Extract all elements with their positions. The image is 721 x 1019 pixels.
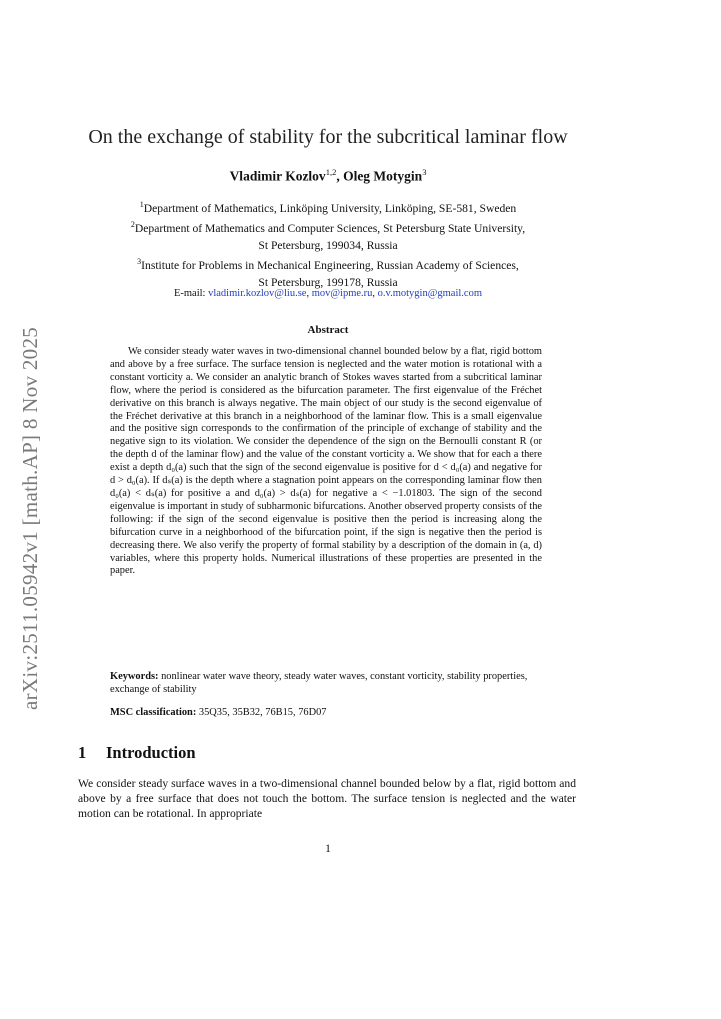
affiliation-1 (60, 197, 596, 217)
section-title: Introduction (106, 743, 196, 762)
keywords-text: nonlinear water wave theory, steady water waves, constant vorticity, stability properties, exchange of stability (110, 671, 528, 695)
affiliation-1-mark: 1 (139, 200, 144, 209)
introduction-paragraph: We consider steady surface waves in a two-dimensional channel bounded below by a flat, rigid bottom and above by a free surface that does not touch the bottom. The surface tension is neglected and the water motion can be rotational. In appropriate (78, 777, 576, 821)
section-number: 1 (78, 743, 87, 762)
affiliation-3 (60, 254, 596, 274)
abstract-body: We consider steady water waves in two-dimensional channel bounded below by a flat, rigid bottom and above by a free surface. The surface tension is neglected and the water motion is rotational with a constant vorticity a. We consider an analytic branch of Stokes waves started from a subcritical laminar flow, where the period is considered as the bifurcation parameter. The first eigenvalue of the Fréchet derivative on this branch is always negative. The main object of our study is the second eigenvalue of the Fréchet derivative at this branch in a neighborhood of the laminar flow. This is a small eigenvalue and the positive sign corresponds to the confirmation of the principle of exchange of stability and the negative sign to its violation. We consider the dependence of the sign on the Bernoulli constant R (or the depth d of the laminar flow) and the value of the constant vorticity a. We show that for each a there exist a depth d₀(a) such that the sign of the second eigenvalue is positive for d < d₀(a) and negative for d > d₀(a). If dₛ(a) is the depth where a stagnation point appears on the corresponding laminar flow then d₀(a) < dₛ(a) for positive a and d₀(a) > dₛ(a) for negative a < −1.01803. The sign of the second eigenvalue is important in study of subharmonic bifurcations. Another observed property consists of the following: if the sign of the second eigenvalue is positive then the period is increasing along the bifurcation curve in a neighborhood of the bifurcation point, if the sign is negative then the period is decreasing there. We also verify the property of formal stability by a description of the domain in (a, d) variables, where this property holds. Numerical illustrations of these properties are presented in the paper. (110, 346, 542, 577)
page-number: 1 (325, 843, 331, 855)
paper-title: On the exchange of stability for the subcritical laminar flow (88, 126, 568, 148)
affiliation-2-city: St Petersburg, 199034, Russia (258, 238, 398, 252)
affiliation-3-text: Institute for Problems in Mechanical Engineering, Russian Academy of Sciences, (141, 259, 519, 273)
email-line: E-mail: vladimir.kozlov@liu.se, mov@ipme.ru, o.v.motygin@gmail.com (173, 288, 482, 299)
msc-label: MSC classification: (110, 707, 197, 718)
author-separator: , (336, 168, 344, 184)
author-kozlov-affil-marks: 1,2 (325, 167, 337, 177)
section-heading-introduction (78, 743, 578, 763)
abstract-heading: Abstract (307, 324, 349, 336)
affiliation-3-mark: 3 (137, 257, 142, 267)
email-label: E-mail: (173, 288, 206, 299)
author-line (78, 167, 578, 185)
author-motygin: Oleg Motygin (343, 168, 423, 184)
keywords (110, 671, 542, 697)
author-motygin-affil-marks: 3 (422, 167, 427, 177)
arxiv-identifier-text: arXiv:2511.05942v1 [math.AP] 8 Nov 2025 (18, 326, 42, 710)
affiliations (60, 197, 596, 291)
affiliation-2 (60, 217, 596, 237)
affiliation-2-text: Department of Mathematics and Computer Sciences, St Petersburg State University, (134, 222, 526, 236)
email-link-ipme[interactable]: mov@ipme.ru (311, 288, 373, 299)
author-kozlov: Vladimir Kozlov (229, 168, 326, 184)
affiliation-2-mark: 2 (130, 220, 135, 230)
keywords-label: Keywords: (110, 671, 159, 682)
email-link-motygin[interactable]: o.v.motygin@gmail.com (377, 288, 482, 299)
affiliation-1-text: Department of Mathematics, Linköping University, Linköping, SE-581, Sweden (143, 201, 517, 215)
email-link-kozlov[interactable]: vladimir.kozlov@liu.se (208, 288, 307, 299)
msc-codes: 35Q35, 35B32, 76B15, 76D07 (198, 707, 327, 718)
affiliation-3-city: St Petersburg, 199178, Russia (258, 275, 398, 289)
msc-classification (110, 707, 542, 718)
arxiv-identifier-sidebar (18, 290, 54, 710)
